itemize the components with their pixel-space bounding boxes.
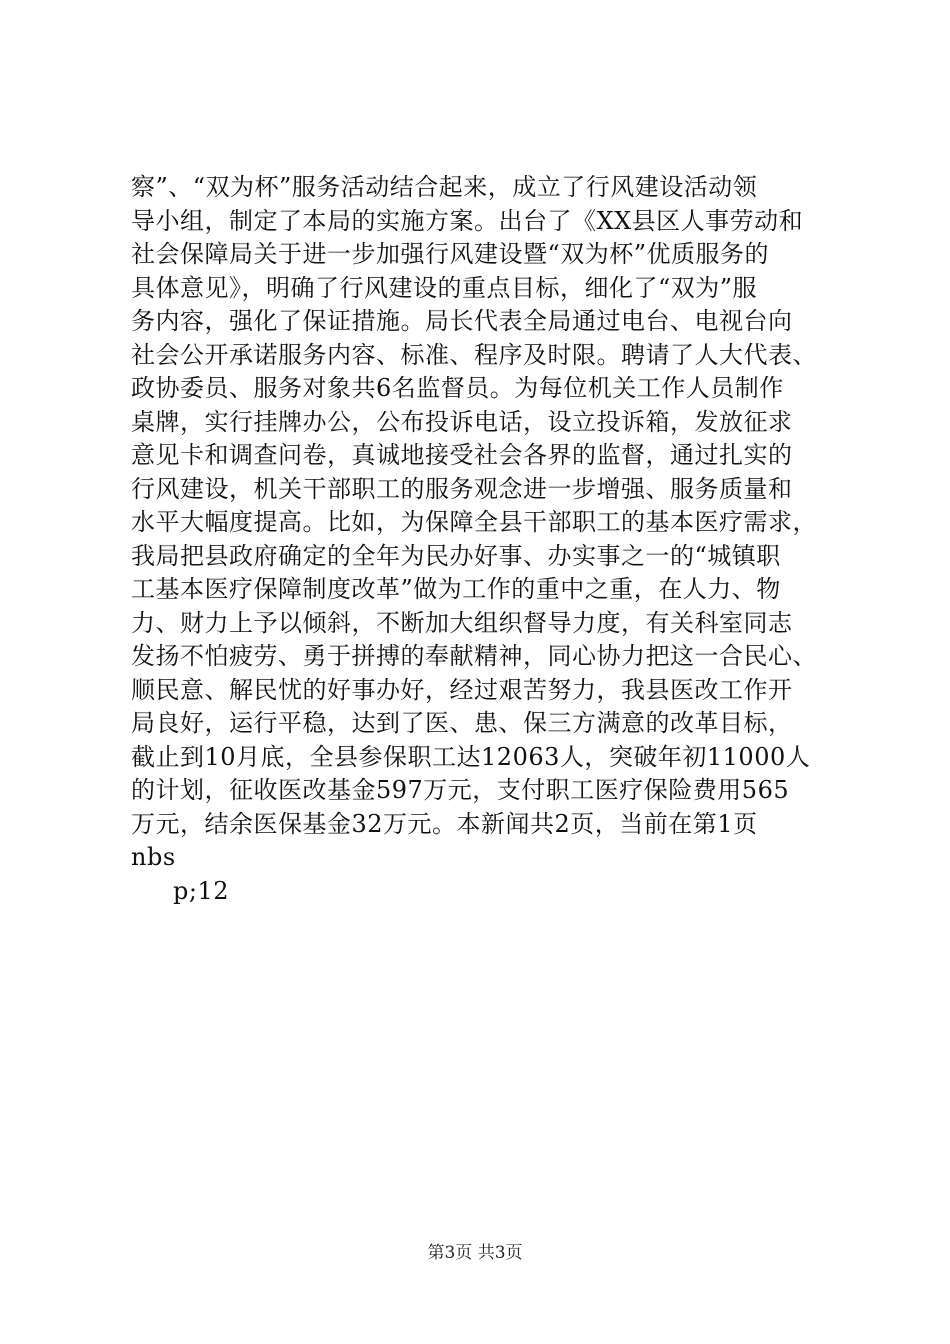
text-line-20: 万元，结余医保基金32万元。本新闻共2页，当前在第1页 [131,809,758,838]
text-line-10: 行风建设，机关干部职工的服务观念进一步增强、服务质量和 [131,474,793,503]
text-line-21: nbs [131,843,176,871]
text-line-11: 水平大幅度提高。比如，为保障全县干部职工的基本医疗需求， [131,508,817,536]
text-line-17: 局良好，运行平稳，达到了医、患、保三方满意的改革目标， [131,709,793,737]
page-footer: 第3页 共3页 [427,1243,523,1263]
text-line-13: 工基本医疗保障制度改革”做为工作的重中之重，在人力、物 [131,575,781,603]
text-line-4: 具体意见》，明确了行风建设的重点目标，细化了“双为”服 [131,273,758,302]
text-line-9: 意见卡和调查问卷，真诚地接受社会各界的监督，通过扎实的 [131,441,793,469]
text-line-15: 发扬不怕疲劳、勇于拼搏的奉献精神，同心协力把这一合民心、 [131,642,817,670]
text-line-16: 顺民意、解民忧的好事办好，经过艰苦努力，我县医改工作开 [131,675,793,704]
text-line-12: 我局把县政府确定的全年为民办好事、办实事之一的“城镇职 [131,541,781,570]
text-line-8: 桌牌，实行挂牌办公，公布投诉电话，设立投诉箱，发放征求 [131,407,793,436]
text-line-19: 的计划，征收医改基金597万元，支付职工医疗保险费用565 [131,776,790,804]
text-line-6: 社会公开承诺服务内容、标准、程序及时限。聘请了人大代表、 [131,340,817,369]
text-line-22: p;12 [173,876,229,905]
text-line-3: 社会保障局关于进一步加强行风建设暨“双为杯”优质服务的 [131,240,770,268]
text-line-18: 截止到10月底，全县参保职工达12063人，突破年初11000人 [131,742,811,771]
body-text [131,171,861,908]
text-line-5: 务内容，强化了保证措施。局长代表全局通过电台、电视台向 [131,307,793,335]
text-line-14: 力、财力上予以倾斜，不断加大组织督导力度，有关科室同志 [131,608,793,637]
text-line-7: 政协委员、服务对象共6名监督员。为每位机关工作人员制作 [131,374,784,402]
text-line-1: 察”、“双为杯”服务活动结合起来，成立了行风建设活动领 [131,173,758,201]
text-line-2: 导小组，制定了本局的实施方案。出台了《XX县区人事劳动和 [131,206,804,235]
